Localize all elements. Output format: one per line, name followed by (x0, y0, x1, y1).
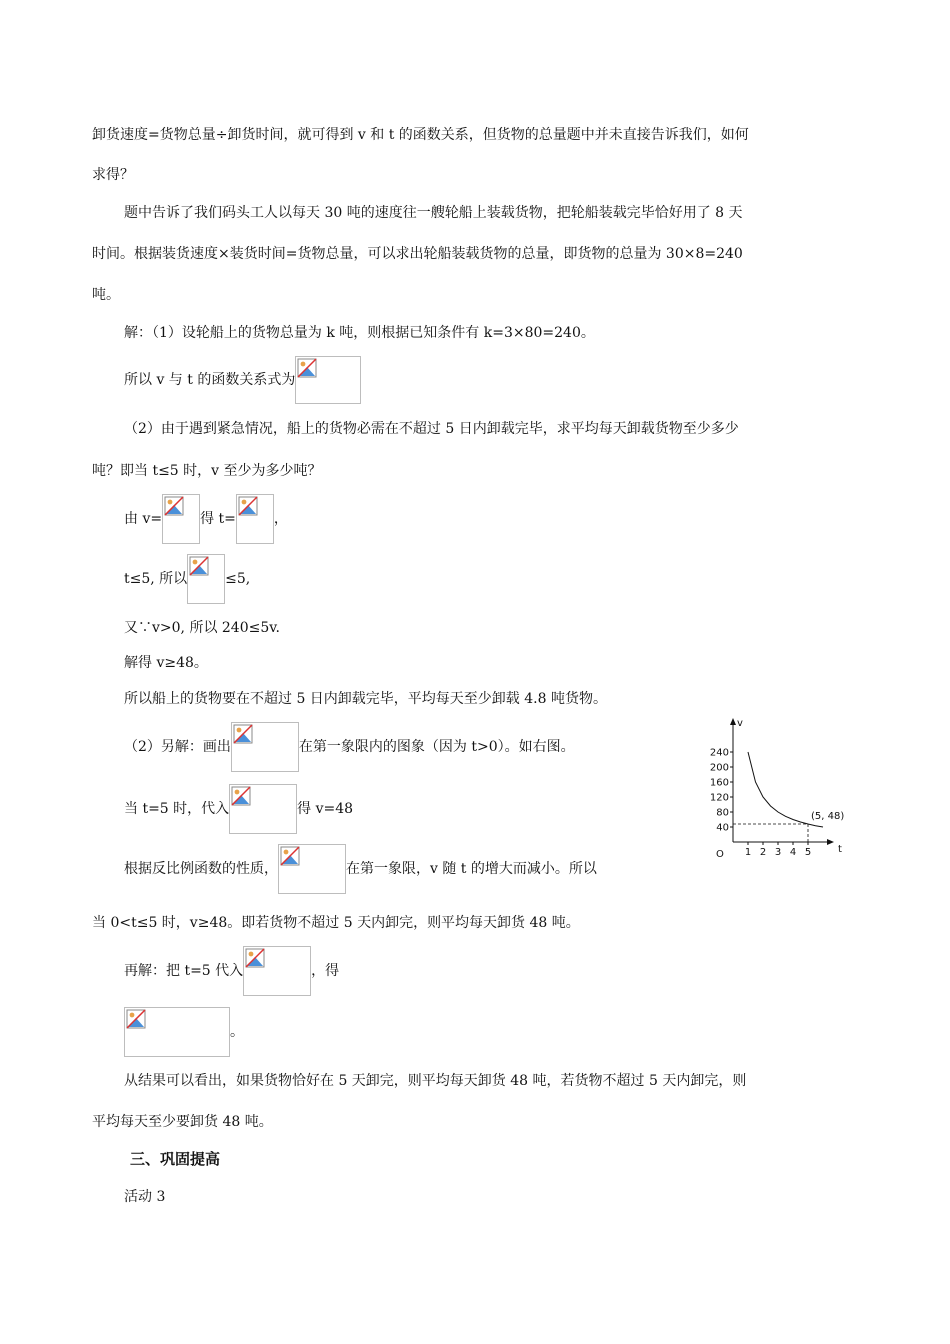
x-tick-label: 3 (774, 847, 782, 858)
x-tick-label: 5 (804, 847, 812, 858)
also-line: 又∵v>0, 所以 240≤5v. (124, 620, 280, 636)
question-2b: 吨？即当 t≤5 时，v 至少为多少吨？ (92, 463, 322, 479)
get-t: 得 t= (200, 511, 236, 527)
activity-label: 活动 3 (124, 1189, 166, 1205)
le5: ≤5, (225, 571, 251, 587)
property-cont: 当 0<t≤5 时，v≥48。即若货物不超过 5 天内卸完，则平均每天卸货 48 吨。 (92, 915, 580, 931)
section-heading: 三、巩固提高 (130, 1150, 221, 1168)
origin-label: O (716, 849, 724, 860)
from-v: 由 v= (124, 511, 163, 527)
result-formula-line (124, 1007, 244, 1057)
result-2: 平均每天至少要卸货 48 吨。 (92, 1114, 273, 1130)
y-tick-label: 240 (709, 747, 729, 759)
para-2c: 吨。 (92, 287, 120, 303)
point-label: (5, 48) (811, 811, 845, 822)
solution-1: 解：（1）设轮船上的货物总量为 k 吨，则根据已知条件有 k=3×80=240。 (124, 325, 595, 341)
formula-image-broken-icon (229, 784, 297, 834)
when-t5: 当 t=5 时，代入 (124, 801, 230, 817)
re-suffix: ，得 (311, 963, 340, 979)
y-axis-label: v (737, 718, 743, 729)
formula-image-broken-icon (278, 844, 346, 894)
derive-line (124, 494, 288, 544)
y-tick-label: 40 (716, 822, 729, 834)
alt-prefix: （2）另解：画出 (124, 739, 231, 755)
x-axis-label: t (838, 844, 842, 855)
resolve-line (124, 946, 339, 996)
para-2b: 时间。根据装货速度×装货时间=货物总量，可以求出轮船装载货物的总量，即货物的总量为 30×8=240 (92, 246, 743, 262)
y-tick-label: 120 (709, 792, 729, 804)
para-1b: 求得？ (92, 167, 134, 183)
alt-line (124, 722, 575, 772)
para-1a: 卸货速度=货物总量÷卸货时间，就可得到 v 和 t 的函数关系，但货物的总量题中并未直接告诉我们，如何 (92, 127, 749, 143)
formula-image-broken-icon (231, 722, 299, 772)
solve-line: 解得 v≥48。 (124, 655, 208, 671)
formula-image-broken-icon (295, 356, 361, 404)
y-ticks (710, 748, 733, 834)
x-tick-label: 4 (789, 847, 797, 858)
comma: ， (273, 511, 288, 527)
x-ticks (745, 842, 811, 858)
ineq-line (124, 554, 250, 604)
relation-line (124, 356, 361, 404)
when-t5-line (124, 784, 353, 834)
period: 。 (230, 1024, 244, 1040)
formula-image-broken-icon (236, 494, 274, 544)
para-2a: 题中告诉了我们码头工人以每天 30 吨的速度往一艘轮船上装载货物，把轮船装载完毕恰好用了 8 天 (124, 205, 743, 221)
formula-image-broken-icon (162, 494, 200, 544)
y-tick-label: 200 (709, 762, 729, 774)
formula-image-broken-icon (243, 946, 311, 996)
result-1: 从结果可以看出，如果货物恰好在 5 天卸完，则平均每天卸货 48 吨，若货物不超过 5 天内卸完，则 (124, 1073, 747, 1089)
alt-suffix: 在第一象限内的图象（因为 t>0）。如右图。 (298, 739, 575, 755)
y-tick-label: 80 (716, 807, 729, 819)
question-2a: （2）由于遇到紧急情况，船上的货物必需在不超过 5 日内卸载完毕，求平均每天卸载货物至少多少 (124, 421, 739, 437)
get-v48: 得 v=48 (297, 801, 354, 817)
t-le5: t≤5, 所以 (124, 571, 188, 587)
prop-prefix: 根据反比例函数的性质， (124, 861, 278, 877)
x-axis-arrow (827, 839, 834, 845)
conclusion-1: 所以船上的货物要在不超过 5 日内卸载完毕，平均每天至少卸载 4.8 吨货物。 (124, 691, 607, 707)
x-tick-label: 2 (759, 847, 767, 858)
relation-prefix: 所以 v 与 t 的函数关系式为 (124, 372, 296, 388)
y-axis-arrow (730, 718, 736, 725)
inverse-function-graph (700, 712, 860, 862)
y-tick-label: 160 (709, 777, 729, 789)
re-prefix: 再解：把 t=5 代入 (124, 963, 244, 979)
x-tick-label: 1 (744, 847, 752, 858)
formula-image-broken-icon (124, 1007, 230, 1057)
property-line (124, 844, 597, 894)
prop-suffix: 在第一象限，v 随 t 的增大而减小。所以 (346, 861, 597, 877)
formula-image-broken-icon (187, 554, 225, 604)
